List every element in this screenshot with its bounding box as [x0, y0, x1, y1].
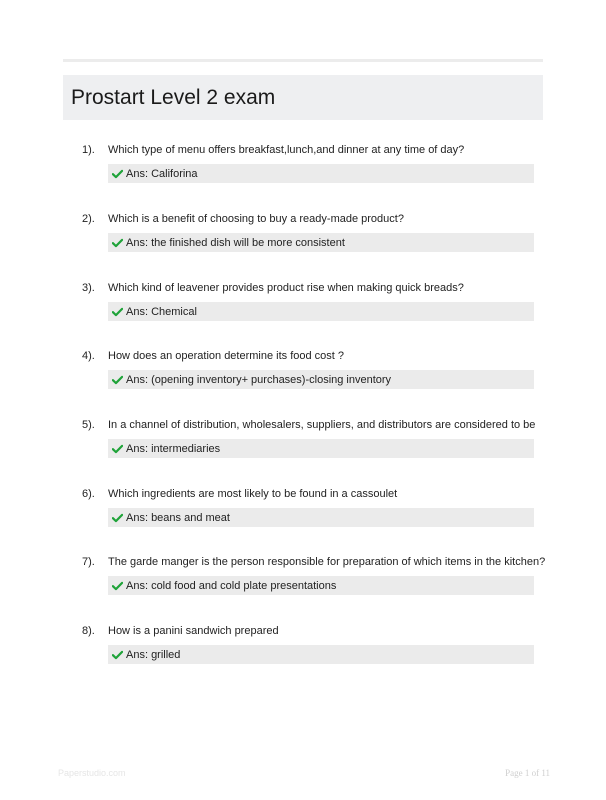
- checkmark-icon: [112, 581, 123, 591]
- question-item: [0, 419, 606, 469]
- answer-text: Ans: intermediaries: [126, 442, 221, 455]
- checkmark-icon: [112, 307, 123, 317]
- checkmark-icon: [112, 375, 123, 385]
- question-text: In a channel of distribution, wholesalers, suppliers, and distributors are considered to be: [108, 419, 536, 431]
- answer-text: Ans: grilled: [126, 648, 181, 661]
- page-number: Page 1 of 11: [505, 768, 550, 778]
- question-number: 8).: [82, 625, 95, 637]
- question-number: 1).: [82, 144, 95, 156]
- question-item: [0, 625, 606, 675]
- checkmark-icon: [112, 238, 123, 248]
- question-item: [0, 488, 606, 538]
- question-item: [0, 213, 606, 263]
- question-item: [0, 282, 606, 332]
- question-text: How does an operation determine its food cost ?: [108, 350, 345, 362]
- question-text: Which is a benefit of choosing to buy a ready-made product?: [108, 213, 404, 225]
- question-item: [0, 350, 606, 400]
- question-number: 4).: [82, 350, 95, 362]
- answer-box: [108, 508, 534, 527]
- answer-text: Ans: Califorina: [126, 167, 198, 180]
- answer-text: Ans: beans and meat: [126, 511, 230, 524]
- answer-text: Ans: Chemical: [126, 305, 197, 318]
- question-number: 7).: [82, 556, 95, 568]
- page-title: Prostart Level 2 exam: [71, 85, 276, 109]
- question-number: 5).: [82, 419, 95, 431]
- question-item: [0, 144, 606, 194]
- checkmark-icon: [112, 444, 123, 454]
- title-banner: [63, 75, 543, 120]
- answer-box: [108, 576, 534, 595]
- question-number: 3).: [82, 282, 95, 294]
- question-text: How is a panini sandwich prepared: [108, 625, 279, 637]
- answer-text: Ans: the finished dish will be more consistent: [126, 236, 345, 249]
- answer-box: [108, 370, 534, 389]
- checkmark-icon: [112, 513, 123, 523]
- answer-box: [108, 645, 534, 664]
- answer-text: Ans: (opening inventory+ purchases)-closing inventory: [126, 373, 392, 386]
- question-item: [0, 556, 606, 606]
- answer-box: [108, 302, 534, 321]
- question-text: The garde manger is the person responsible for preparation of which items in the kitchen?: [108, 556, 546, 568]
- watermark-text: Paperstudio.com: [58, 768, 126, 778]
- question-text: Which kind of leavener provides product rise when making quick breads?: [108, 282, 464, 294]
- top-rule: [63, 59, 543, 62]
- question-number: 2).: [82, 213, 95, 225]
- answer-box: [108, 233, 534, 252]
- checkmark-icon: [112, 169, 123, 179]
- answer-text: Ans: cold food and cold plate presentations: [126, 579, 337, 592]
- answer-box: [108, 439, 534, 458]
- question-text: Which ingredients are most likely to be found in a cassoulet: [108, 488, 398, 500]
- question-text: Which type of menu offers breakfast,lunch,and dinner at any time of day?: [108, 144, 465, 156]
- answer-box: [108, 164, 534, 183]
- checkmark-icon: [112, 650, 123, 660]
- question-number: 6).: [82, 488, 95, 500]
